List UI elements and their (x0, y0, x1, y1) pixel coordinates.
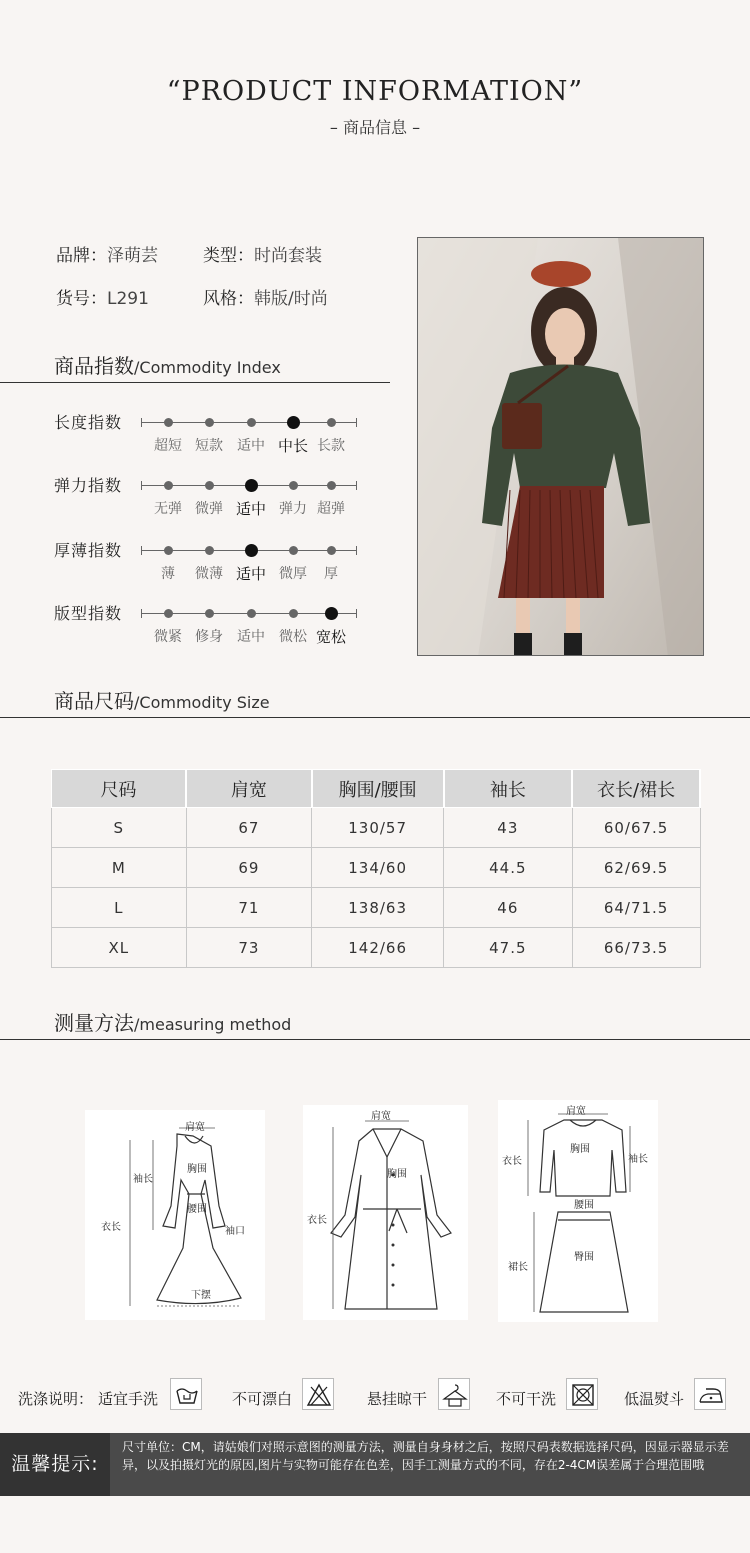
table-cell: 67 (186, 808, 312, 848)
hand-wash-icon (170, 1378, 202, 1410)
measure-section-title (54, 1007, 291, 1036)
sku-value: L291 (107, 289, 149, 309)
set-hip-label: 臀围 (574, 1252, 594, 1263)
care-text-no-dry-clean: 不可干洗 (496, 1390, 557, 1408)
care-label: 洗涤说明： (18, 1390, 94, 1408)
tips-label: 温馨提示: (0, 1433, 110, 1496)
index-dot (327, 546, 336, 555)
type-info (203, 241, 322, 266)
dress-sketch (85, 1110, 265, 1320)
coat-shoulder-label: 肩宽 (371, 1111, 391, 1122)
sku-label: 货号： (56, 289, 107, 309)
index-option: 长款 (317, 438, 345, 454)
model-illustration (418, 238, 704, 656)
size-section-title (54, 685, 270, 714)
dress-diagram (85, 1110, 265, 1320)
index-option: 微弹 (195, 501, 223, 517)
table-cell: 64/71.5 (572, 888, 700, 928)
dress-shoulder-label: 肩宽 (185, 1122, 205, 1133)
care-instructions (0, 1378, 750, 1418)
hang-dry-icon (438, 1378, 470, 1410)
table-cell: XL (52, 928, 187, 968)
index-label: 版型指数 (54, 604, 123, 623)
table-cell: 71 (186, 888, 312, 928)
style-info (203, 284, 328, 309)
no-dry-clean-icon (566, 1378, 598, 1410)
table-cell: 130/57 (312, 808, 444, 848)
index-dot (289, 481, 298, 490)
table-cell: 73 (186, 928, 312, 968)
set-diagram (498, 1100, 658, 1322)
index-dot-selected (325, 607, 338, 620)
index-dot-selected (287, 416, 300, 429)
table-cell: 138/63 (312, 888, 444, 928)
index-divider (0, 382, 390, 383)
table-cell: M (52, 848, 187, 888)
tips-bar (0, 1433, 750, 1496)
index-option: 超弹 (317, 501, 345, 517)
table-row (52, 888, 701, 928)
brand-label: 品牌： (56, 246, 107, 266)
index-title-en: /Commodity Index (134, 358, 281, 377)
care-text-hang-dry: 悬挂晾干 (367, 1390, 428, 1408)
measure-divider (0, 1039, 750, 1040)
table-cell: S (52, 808, 187, 848)
index-dot (205, 609, 214, 618)
measure-title-cn: 测量方法 (54, 1011, 134, 1035)
index-option: 微薄 (195, 566, 223, 582)
index-option: 无弹 (154, 501, 182, 517)
measure-title-en: /measuring method (134, 1015, 292, 1034)
index-dot (164, 418, 173, 427)
shoulder-col-header: 肩宽 (186, 770, 312, 808)
dress-length-label: 衣长 (101, 1222, 121, 1233)
index-dot (327, 481, 336, 490)
index-dot (164, 546, 173, 555)
dress-chest-label: 胸围 (187, 1164, 207, 1175)
size-table (51, 769, 701, 968)
set-chest-label: 胸围 (570, 1144, 590, 1155)
length-col-header: 衣长/裙长 (572, 770, 700, 808)
brand-info (56, 241, 158, 266)
index-option: 修身 (195, 629, 223, 645)
table-cell: 62/69.5 (572, 848, 700, 888)
coat-length-label: 衣长 (307, 1215, 327, 1226)
index-option: 微厚 (279, 566, 307, 582)
index-option: 薄 (161, 566, 175, 582)
size-col-header: 尺码 (52, 770, 187, 808)
table-row (52, 808, 701, 848)
index-dot (289, 609, 298, 618)
table-cell: L (52, 888, 187, 928)
index-option: 厚 (324, 566, 338, 582)
sleeve-col-header: 袖长 (444, 770, 573, 808)
index-dot (205, 546, 214, 555)
index-option: 适中 (235, 565, 266, 583)
style-value: 韩版/时尚 (254, 289, 328, 309)
set-sketch (498, 1100, 658, 1322)
index-option: 超短 (154, 438, 182, 454)
index-option: 适中 (235, 500, 266, 518)
index-option: 弹力 (279, 501, 307, 517)
tips-text: 尺寸单位：CM，请姑娘们对照示意图的测量方法，测量自身身材之后，按照尺码表数据选择尺码，因显示器显示差异，以及拍摄灯光的原因,图片与实物可能存在色差，因手工测量方式的不同，存在2-4CM误差属于合理范围哦 (122, 1440, 729, 1472)
size-divider (0, 717, 750, 718)
index-dot (164, 481, 173, 490)
product-photo (417, 237, 704, 656)
set-shoulder-label: 肩宽 (566, 1106, 586, 1117)
type-value: 时尚套装 (254, 246, 322, 266)
dress-waist-label: 腰围 (187, 1204, 207, 1215)
index-label: 长度指数 (54, 413, 123, 432)
care-text-hand-wash: 适宜手洗 (98, 1390, 159, 1408)
care-text-low-iron: 低温熨斗 (624, 1390, 685, 1408)
index-dot (205, 481, 214, 490)
table-cell: 60/67.5 (572, 808, 700, 848)
page-subtitle: – 商品信息 – (329, 118, 421, 137)
size-title-en: /Commodity Size (134, 693, 270, 712)
table-cell: 134/60 (312, 848, 444, 888)
table-cell: 47.5 (444, 928, 573, 968)
index-label: 厚薄指数 (54, 541, 123, 560)
dress-cuff-label: 袖口 (225, 1226, 245, 1237)
index-dot (164, 609, 173, 618)
index-option: 微松 (279, 629, 307, 645)
set-waist-label: 腰围 (574, 1200, 594, 1211)
table-cell: 46 (444, 888, 573, 928)
care-text-no-bleach: 不可漂白 (232, 1390, 293, 1408)
index-option: 中长 (277, 437, 308, 455)
index-dot (289, 546, 298, 555)
index-dot-selected (245, 544, 258, 557)
low-iron-icon (694, 1378, 726, 1410)
index-dot (205, 418, 214, 427)
index-option: 适中 (237, 438, 265, 454)
index-option: 适中 (237, 629, 265, 645)
index-dot (247, 609, 256, 618)
coat-sketch (303, 1105, 468, 1320)
coat-diagram (303, 1105, 468, 1320)
index-section-title (54, 350, 281, 379)
set-top-length-label: 衣长 (502, 1156, 522, 1167)
set-skirt-length-label: 裙长 (508, 1262, 528, 1273)
index-option: 微紧 (154, 629, 182, 645)
coat-chest-label: 胸围 (387, 1169, 407, 1180)
index-dot (327, 418, 336, 427)
sku-info (56, 284, 149, 309)
page-title: “PRODUCT INFORMATION” (166, 76, 584, 107)
table-cell: 66/73.5 (572, 928, 700, 968)
table-row (52, 928, 701, 968)
chest-waist-col-header: 胸围/腰围 (312, 770, 444, 808)
index-title-cn: 商品指数 (54, 354, 134, 378)
set-sleeve-label: 袖长 (628, 1154, 648, 1165)
index-option: 宽松 (315, 628, 346, 646)
style-label: 风格： (203, 289, 254, 309)
index-label: 弹力指数 (54, 476, 123, 495)
table-cell: 44.5 (444, 848, 573, 888)
dress-hem-label: 下摆 (191, 1290, 211, 1301)
table-cell: 43 (444, 808, 573, 848)
table-cell: 69 (186, 848, 312, 888)
index-option: 短款 (195, 438, 223, 454)
table-row (52, 848, 701, 888)
size-title-cn: 商品尺码 (54, 689, 134, 713)
no-bleach-icon (302, 1378, 334, 1410)
table-cell: 142/66 (312, 928, 444, 968)
brand-value: 泽萌芸 (107, 246, 158, 266)
type-label: 类型： (203, 246, 254, 266)
index-dot-selected (245, 479, 258, 492)
size-table-header (52, 770, 701, 808)
index-dot (247, 418, 256, 427)
dress-sleeve-label: 袖长 (133, 1174, 153, 1185)
